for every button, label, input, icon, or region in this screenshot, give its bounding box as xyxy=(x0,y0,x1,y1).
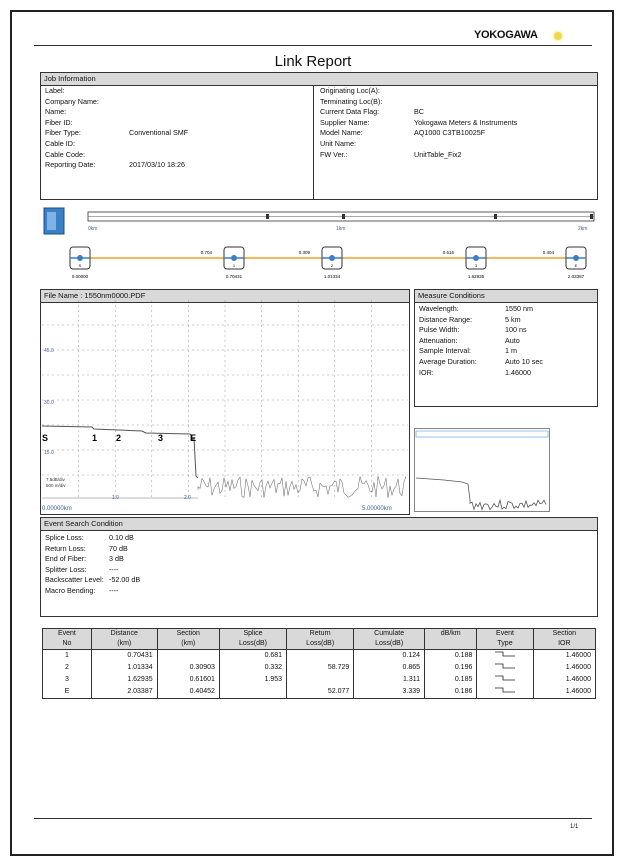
scale-event-mark xyxy=(494,214,497,219)
event-node-distance: 1.01334 xyxy=(323,274,341,279)
scale-event-mark xyxy=(342,214,345,219)
event-node-distance: 0.00000 xyxy=(71,274,89,279)
job-field-label: FW Ver.: xyxy=(320,149,348,159)
job-field-label: Name: xyxy=(45,107,67,117)
event-node-marker xyxy=(329,255,335,261)
column-header: Loss(dB) xyxy=(287,639,354,650)
table-cell: 58.729 xyxy=(287,662,354,674)
table-cell: 0.865 xyxy=(354,662,425,674)
job-field-label: Model Name: xyxy=(320,128,363,138)
scale-label: 1km xyxy=(336,226,346,232)
scale-label: 0km xyxy=(88,226,98,232)
event-type-icon xyxy=(477,662,533,674)
table-cell: 3 xyxy=(43,674,92,686)
column-header: Return xyxy=(287,629,354,640)
table-row xyxy=(43,662,596,674)
table-cell xyxy=(287,650,354,663)
measure-field-value: 100 ns xyxy=(505,325,527,335)
event-node-name: 3 xyxy=(474,263,478,268)
search-field-value: -52.00 dB xyxy=(109,575,141,585)
measure-field-label: Pulse Width: xyxy=(419,325,460,335)
job-information-heading: Job Information xyxy=(41,73,597,86)
span-length: 0.404 xyxy=(542,250,554,255)
event-mark-label: E xyxy=(190,433,197,443)
search-field-label: Splice Loss: xyxy=(45,533,84,542)
event-mark-label: 2 xyxy=(116,433,122,443)
job-information-panel xyxy=(40,72,598,200)
span-length: 0.309 xyxy=(298,250,310,255)
scale-event-mark xyxy=(266,214,269,219)
table-cell: 1 xyxy=(43,650,92,663)
column-header: Section xyxy=(533,629,595,640)
file-name-heading: File Name : 1550nm0000.PDF xyxy=(41,290,409,303)
event-node-name: S xyxy=(78,263,82,268)
job-field-label: Company Name: xyxy=(45,96,99,106)
event-table xyxy=(42,628,596,699)
table-cell: 0.185 xyxy=(425,674,477,686)
link-map xyxy=(40,240,600,284)
table-cell: 1.46000 xyxy=(533,686,595,699)
event-mark-label: 3 xyxy=(158,433,164,443)
span-length: 0.704 xyxy=(200,250,212,255)
page-number: 1/1 xyxy=(570,824,579,830)
span-length: 0.616 xyxy=(442,250,454,255)
event-search-heading: Event Search Condition xyxy=(41,518,597,531)
table-cell: E xyxy=(43,686,92,699)
table-cell: 0.332 xyxy=(219,662,286,674)
job-field-label: Label: xyxy=(45,86,65,95)
table-cell: 0.681 xyxy=(219,650,286,663)
table-header-row xyxy=(43,629,596,640)
event-node-name: 1 xyxy=(232,263,236,268)
brand-logo-mark xyxy=(554,32,562,40)
job-field-label: Terminating Loc(B): xyxy=(320,96,383,106)
search-field-label: End of Fiber: xyxy=(45,554,87,564)
search-field-value: 0.10 dB xyxy=(109,533,134,542)
scale-label: 2km xyxy=(578,226,588,232)
event-search-panel xyxy=(40,517,598,617)
table-cell: 0.70431 xyxy=(91,650,157,663)
table-cell: 2.03387 xyxy=(91,686,157,699)
event-node-name: E xyxy=(574,263,578,268)
column-header: Event xyxy=(477,629,533,640)
event-mark-label: S xyxy=(42,433,49,443)
table-cell: 3.339 xyxy=(354,686,425,699)
search-field-label: Return Loss: xyxy=(45,543,86,553)
column-header: Section xyxy=(157,629,219,640)
table-header-row xyxy=(43,639,596,650)
event-node-marker xyxy=(473,255,479,261)
table-cell: 1.46000 xyxy=(533,662,595,674)
x-tick-label: 2.0 xyxy=(184,495,191,501)
table-cell: 0.186 xyxy=(425,686,477,699)
measure-conditions-heading: Measure Conditions xyxy=(415,290,597,303)
column-header: (km) xyxy=(91,639,157,650)
measure-field-value: Auto 10 sec xyxy=(505,357,543,366)
measure-field-label: Attenuation: xyxy=(419,335,458,345)
job-field-value: 2017/03/10 18:26 xyxy=(129,160,185,170)
search-field-value: ---- xyxy=(109,586,119,595)
search-field-label: Macro Bending: xyxy=(45,586,96,595)
event-type-icon xyxy=(477,674,533,686)
job-field-label: Fiber Type: xyxy=(45,128,81,138)
table-cell: 1.46000 xyxy=(533,650,595,663)
table-cell: 0.196 xyxy=(425,662,477,674)
measure-field-label: Distance Range: xyxy=(419,314,473,324)
event-node-distance: 0.70431 xyxy=(225,274,243,279)
job-field-label: Cable Code: xyxy=(45,149,85,159)
table-cell: 1.62935 xyxy=(91,674,157,686)
measure-conditions-panel xyxy=(414,289,598,407)
search-field-label: Backscatter Level: xyxy=(45,575,104,585)
column-header: Type xyxy=(477,639,533,650)
measure-field-value: 1 m xyxy=(505,346,517,356)
scale-event-mark xyxy=(590,214,593,219)
column-header: (km) xyxy=(157,639,219,650)
overview-frame xyxy=(415,429,550,512)
table-row xyxy=(43,686,596,699)
event-node-distance: 2.03387 xyxy=(567,274,585,279)
job-field-label: Reporting Date: xyxy=(45,160,96,170)
column-header: Loss(dB) xyxy=(354,639,425,650)
x-start-label: 0.00000km xyxy=(42,506,72,512)
table-cell: 2 xyxy=(43,662,92,674)
y-tick-label: 15.0 xyxy=(44,450,54,456)
table-cell: 52.077 xyxy=(287,686,354,699)
measure-field-label: Wavelength: xyxy=(419,304,459,313)
search-field-value: ---- xyxy=(109,564,119,574)
table-cell: 1.46000 xyxy=(533,674,595,686)
job-field-value: BC xyxy=(414,107,424,117)
event-node-marker xyxy=(77,255,83,261)
x-end-label: 5.00000km xyxy=(362,506,392,512)
column-header: No xyxy=(43,639,92,650)
measure-field-value: 1.46000 xyxy=(505,367,531,377)
table-cell xyxy=(287,674,354,686)
job-divider xyxy=(313,85,314,199)
table-cell: 0.188 xyxy=(425,650,477,663)
table-row xyxy=(43,650,596,663)
measure-field-label: Sample Interval: xyxy=(419,346,471,356)
table-cell: 0.30903 xyxy=(157,662,219,674)
otdr-trace xyxy=(42,300,408,512)
header-rule xyxy=(34,45,592,46)
column-header: Splice xyxy=(219,629,286,640)
table-cell: 1.01334 xyxy=(91,662,157,674)
overview-trace xyxy=(414,428,550,512)
job-field-label: Supplier Name: xyxy=(320,117,370,127)
table-cell: 0.124 xyxy=(354,650,425,663)
column-header xyxy=(425,639,477,650)
table-cell xyxy=(219,686,286,699)
table-cell: 0.40452 xyxy=(157,686,219,699)
column-header: Event xyxy=(43,629,92,640)
job-field-label: Originating Loc(A): xyxy=(320,86,380,95)
event-node-marker xyxy=(231,255,237,261)
column-header: Loss(dB) xyxy=(219,639,286,650)
scale-note: 7.5dB/div xyxy=(46,477,65,482)
measure-field-label: IOR: xyxy=(419,367,434,377)
table-cell xyxy=(157,650,219,663)
job-field-value: Conventional SMF xyxy=(129,128,189,138)
brand-logo: YOKOGAWA xyxy=(474,29,538,41)
job-field-label: Fiber ID: xyxy=(45,117,73,127)
scale-note: 500 m/div xyxy=(46,483,66,488)
y-tick-label: 30.0 xyxy=(44,400,54,406)
footer-rule xyxy=(34,818,592,819)
job-field-label: Current Data Flag: xyxy=(320,107,380,117)
event-node-marker xyxy=(573,255,579,261)
table-cell: 1.953 xyxy=(219,674,286,686)
x-tick-label: 1.0 xyxy=(112,495,119,501)
event-node-name: 2 xyxy=(330,263,334,268)
measure-field-label: Average Duration: xyxy=(419,357,477,366)
y-tick-label: 45.0 xyxy=(44,348,54,354)
job-field-value: UnitTable_Fix2 xyxy=(414,149,462,159)
job-field-value: Yokogawa Meters & Instruments xyxy=(414,117,518,127)
job-field-value: AQ1000 C3TB10025F xyxy=(414,128,486,138)
job-field-label: Cable ID: xyxy=(45,139,75,148)
table-cell: 0.61601 xyxy=(157,674,219,686)
job-field-label: Unit Name: xyxy=(320,139,356,148)
measure-field-value: 5 km xyxy=(505,314,521,324)
measure-field-value: 1550 nm xyxy=(505,304,533,313)
page-title: Link Report xyxy=(274,53,352,70)
column-header: Cumulate xyxy=(354,629,425,640)
table-cell: 1.311 xyxy=(354,674,425,686)
column-header: dB/km xyxy=(425,629,477,640)
event-type-icon xyxy=(477,686,533,699)
event-node-distance: 1.62935 xyxy=(467,274,485,279)
search-field-label: Splitter Loss: xyxy=(45,564,87,574)
column-header: Distance xyxy=(91,629,157,640)
column-header: IOR xyxy=(533,639,595,650)
search-field-value: 70 dB xyxy=(109,543,128,553)
search-field-value: 3 dB xyxy=(109,554,124,564)
noise-floor xyxy=(198,476,406,498)
measure-field-value: Auto xyxy=(505,335,520,345)
distance-scale xyxy=(38,204,602,238)
event-type-icon xyxy=(477,650,533,663)
event-mark-label: 1 xyxy=(92,433,98,443)
table-row xyxy=(43,674,596,686)
instrument-screen-icon xyxy=(47,212,56,230)
